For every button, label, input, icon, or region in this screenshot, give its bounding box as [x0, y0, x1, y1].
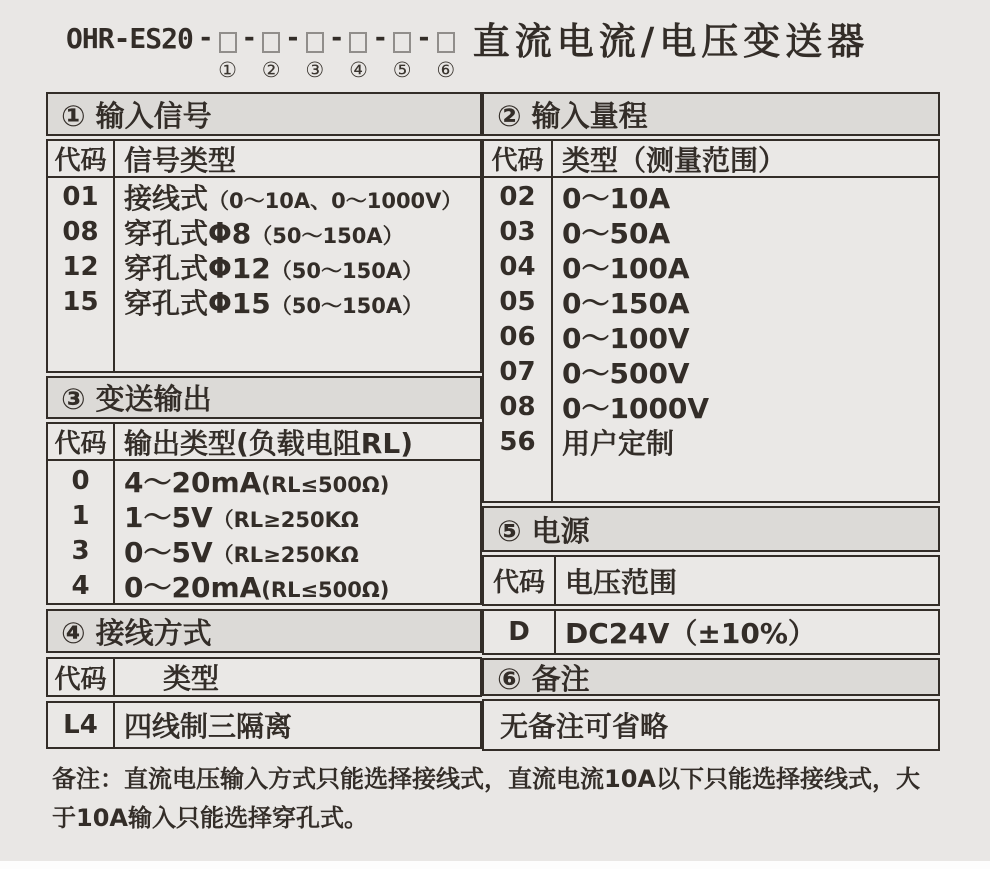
code-column-header: 代码	[54, 146, 107, 176]
row-code: 1	[71, 500, 90, 531]
code-slot-1	[218, 26, 237, 82]
bottom-strip	[0, 861, 990, 869]
page-title: 直流电流/电压变送器	[472, 20, 870, 63]
type-column-header: 输出类型(负载电阻RL)	[124, 426, 413, 460]
row-label	[113, 212, 480, 252]
column-divider	[113, 424, 115, 603]
type-column-header: 信号类型	[124, 143, 237, 177]
table-row	[484, 611, 938, 653]
code-slot-2	[261, 26, 281, 82]
section-wiring-subheader	[46, 657, 482, 697]
section-remark-row	[482, 699, 940, 751]
row-value: 0～20mA	[124, 570, 262, 604]
row-label: 0～10A	[562, 181, 671, 215]
row-label	[113, 496, 480, 536]
code-column-header: 代码	[54, 429, 107, 459]
row-code: 0	[71, 465, 90, 496]
slot-number-4: ④	[349, 57, 368, 82]
row-code: 08	[499, 391, 536, 422]
row-range: （50～150A）	[251, 223, 404, 248]
row-label	[113, 282, 480, 322]
row-code: 07	[499, 356, 536, 387]
code-slot-3	[305, 26, 325, 82]
section-power-subheader	[482, 555, 940, 606]
slot-number-2: ②	[261, 57, 281, 82]
row-label: 0～500V	[562, 356, 690, 390]
row-name: 穿孔式Φ15	[124, 286, 271, 320]
section-input-signal-header	[46, 92, 482, 136]
row-label: 用户定制	[562, 426, 675, 460]
row-code: 05	[499, 286, 536, 317]
row-code: 08	[62, 216, 99, 247]
section-remark-header	[482, 658, 940, 696]
row-label	[113, 247, 480, 287]
section-title: ① 输入信号	[61, 98, 212, 133]
row-range: （50～150A）	[270, 258, 424, 283]
ordering-code-line	[66, 18, 870, 82]
section-title: ④ 接线方式	[61, 615, 212, 650]
row-name: 接线式	[124, 181, 209, 215]
row-value: 0～5V	[124, 535, 213, 569]
row-label	[113, 461, 480, 501]
slot-number-1: ①	[218, 57, 237, 82]
section-title: ③ 变送输出	[61, 382, 212, 416]
row-value: 1～5V	[124, 500, 213, 534]
row-value: 4～20mA	[124, 465, 262, 499]
code-slot-6	[436, 26, 456, 82]
row-code: 4	[71, 570, 90, 601]
section-power-header	[482, 506, 940, 552]
section-wiring-row	[46, 701, 482, 749]
type-column-header: 类型	[163, 662, 220, 695]
row-label: 0～100A	[562, 251, 690, 285]
section-title: ② 输入量程	[497, 98, 648, 133]
column-divider	[554, 611, 556, 653]
row-code: 01	[62, 181, 99, 212]
row-label: 0～1000V	[562, 391, 710, 425]
dash-separator: -	[197, 23, 214, 53]
column-divider	[113, 703, 115, 747]
code-column-header: 代码	[491, 146, 544, 176]
row-label: 四线制三隔离	[124, 710, 293, 743]
row-code: 04	[499, 251, 536, 282]
section-title: ⑥ 备注	[497, 661, 590, 696]
code-box-2	[262, 32, 280, 53]
row-code: 02	[499, 181, 536, 212]
row-label	[113, 566, 480, 606]
type-column-header: 类型（测量范围）	[562, 143, 787, 177]
row-code: 56	[499, 426, 536, 457]
row-code: 06	[499, 321, 536, 352]
row-load: （RL≥250KΩ	[212, 542, 359, 567]
row-label: 0～150A	[562, 286, 690, 320]
row-label: 0～100V	[562, 321, 690, 355]
row-label	[113, 177, 480, 217]
dash-separator: -	[372, 23, 389, 53]
code-box-5	[393, 32, 411, 53]
row-range: （0～10A、0～1000V）	[208, 188, 463, 213]
section-input-range-header	[482, 92, 940, 136]
code-column-header: 代码	[54, 664, 107, 695]
table-header-row	[484, 557, 938, 604]
remark-text: 无备注可省略	[500, 710, 669, 743]
code-box-4	[349, 32, 367, 53]
code-column-header: 代码	[492, 568, 545, 598]
section-input-range-table	[482, 139, 940, 503]
code-slot-4	[349, 26, 368, 82]
row-code: 03	[499, 216, 536, 247]
row-label: DC24V（±10%）	[565, 617, 816, 650]
row-range: （50～150A）	[270, 293, 424, 318]
row-code: D	[508, 617, 530, 647]
row-load: (RL≤500Ω)	[261, 577, 390, 602]
row-code: 12	[62, 251, 99, 282]
column-divider	[551, 141, 553, 501]
section-output-header	[46, 376, 482, 419]
column-divider	[554, 557, 556, 604]
slot-number-3: ③	[305, 57, 325, 82]
row-load: （RL≥250KΩ	[212, 507, 359, 532]
dash-separator: -	[241, 23, 258, 53]
section-title: ⑤ 电源	[497, 513, 590, 548]
code-slot-5	[392, 26, 412, 82]
column-divider	[113, 141, 115, 371]
row-label: 0～50A	[562, 216, 671, 250]
column-divider	[113, 659, 115, 695]
footnote: 备注：直流电压输入方式只能选择接线式，直流电流10A以下只能选择接线式，大于10A输入只能选择穿孔式。	[52, 765, 920, 832]
dash-separator: -	[416, 23, 432, 53]
code-box-1	[219, 32, 237, 53]
slot-number-6: ⑥	[436, 57, 456, 82]
section-wiring-header	[46, 609, 482, 653]
row-load: (RL≤500Ω)	[261, 472, 390, 497]
slot-number-5: ⑤	[392, 57, 412, 82]
row-name: 穿孔式Φ12	[124, 251, 271, 285]
code-box-6	[437, 32, 455, 53]
row-label	[113, 531, 480, 571]
type-column-header: 电压范围	[565, 565, 678, 599]
dash-separator: -	[285, 23, 301, 53]
row-code: L4	[63, 710, 98, 740]
row-code: 15	[62, 286, 99, 317]
code-box-3	[306, 32, 324, 53]
section-input-signal-table	[46, 139, 482, 373]
dash-separator: -	[328, 23, 345, 53]
row-name: 穿孔式Φ8	[124, 216, 252, 250]
row-code: 3	[71, 535, 90, 566]
model-code: OHR-ES20	[66, 21, 193, 55]
section-output-table	[46, 422, 482, 605]
section-power-row	[482, 609, 940, 655]
